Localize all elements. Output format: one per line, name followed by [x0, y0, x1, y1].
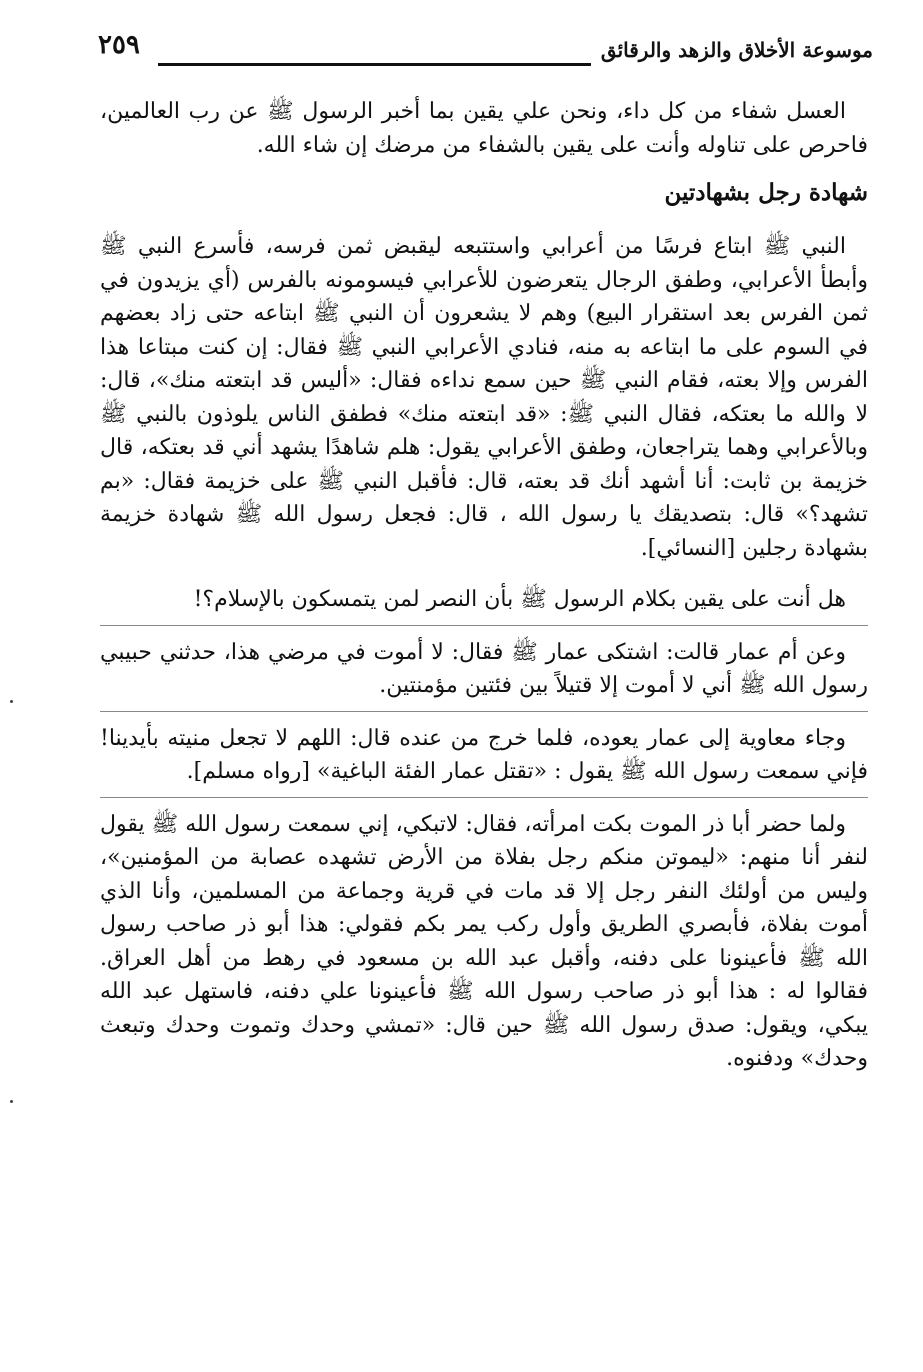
running-header [98, 30, 873, 74]
header-rule [158, 63, 591, 66]
paragraph-muawiya: وجاء معاوية إلى عمار يعوده، فلما خرج من عنده قال: اللهم لا تجعل منيته بأيدينا! فإني سمعت رسول الله ﷺ يقول : «تقتل عمار الفئة الباغية» [رواه مسلم]. [100, 725, 868, 784]
divider [100, 711, 868, 712]
paragraph-honey: العسل شفاء من كل داء، ونحن علي يقين بما أخبر الرسول ﷺ عن رب العالمين، فاحرص على تناوله وأنت على يقين بالشفاء من مرضك إن شاء الله. [100, 99, 868, 158]
book-title: موسوعة الأخلاق والزهد والرقائق [600, 38, 873, 62]
page-number: ٢٥٩ [98, 30, 140, 60]
scan-speck [10, 1100, 13, 1103]
scan-speck [10, 700, 13, 703]
paragraph-question: هل أنت على يقين بكلام الرسول ﷺ بأن النصر لمن يتمسكون بالإسلام؟! [193, 587, 846, 612]
page-body [100, 95, 868, 1076]
paragraph-abu-dharr: ولما حضر أبا ذر الموت بكت امرأته، فقال: لاتبكي، إني سمعت رسول الله ﷺ يقول لنفر أنا منهم: «ليموتن منكم رجل بفلاة من الأرض تشهده عصابة من المؤمنين»، وليس من أولئك النفر رجل إلا قد مات في قرية وجماعة من المسلمين، وأنا الذي أموت بفلاة، فأبصري الطريق وأول ركب يمر بكم فقولي: هذا أبو ذر صاحب رسول الله ﷺ فأعينونا على دفنه، وأقبل عبد الله بن مسعود في رهط من أهل العراق. فقالوا له : هذا أبو ذر صاحب رسول الله ﷺ فأعينونا علي دفنه، فاستهل عبد الله يبكي، ويقول: صدق رسول الله ﷺ حين قال: «تمشي وحدك وتموت وحدك وتبعث وحدك» ودفنوه. [100, 811, 868, 1071]
paragraph-ammar: وعن أم عمار قالت: اشتكى عمار ﷺ فقال: لا أموت في مرضي هذا، حدثني حبيبي رسول الله ﷺ أني لا أموت إلا قتيلاً بين فئتين مؤمنتين. [100, 639, 868, 698]
section-heading: شهادة رجل بشهادتين [664, 179, 868, 206]
divider [100, 797, 868, 798]
divider [100, 625, 868, 626]
paragraph-khuzaymah: النبي ﷺ ابتاع فرسًا من أعرابي واستتبعه ليقبض ثمن فرسه، فأسرع النبي ﷺ وأبطأ الأعرابي، وطفق الرجال يتعرضون للأعرابي فيسومونه بالفرس (أي يزيدون في ثمن الفرس بعد استقرار البيع) وهم لا يشعرون أن النبي ﷺ ابتاعه حتى زاد بعضهم في السوم على ما ابتاعه به منه، فنادي الأعرابي النبي ﷺ فقال: إن كنت مبتاعا هذا الفرس وإلا بعته، فقام النبي ﷺ حين سمع نداءه فقال: «أليس قد ابتعته منك»، قال: لا والله ما بعتكه، فقال النبي ﷺ: «قد ابتعته منك» فطفق الناس يلوذون بالنبي ﷺ وبالأعرابي وهما يتراجعان، وطفق الأعرابي يقول: هلم شاهدًا يشهد أني قد بعتكه، قال خزيمة بن ثابت: أنا أشهد أنك قد بعته، قال: فأقبل النبي ﷺ على خزيمة فقال: «بم تشهد؟» قال: بتصديقك يا رسول الله ، قال: فجعل رسول الله ﷺ شهادة خزيمة بشهادة رجلين [النسائي]. [100, 234, 869, 561]
